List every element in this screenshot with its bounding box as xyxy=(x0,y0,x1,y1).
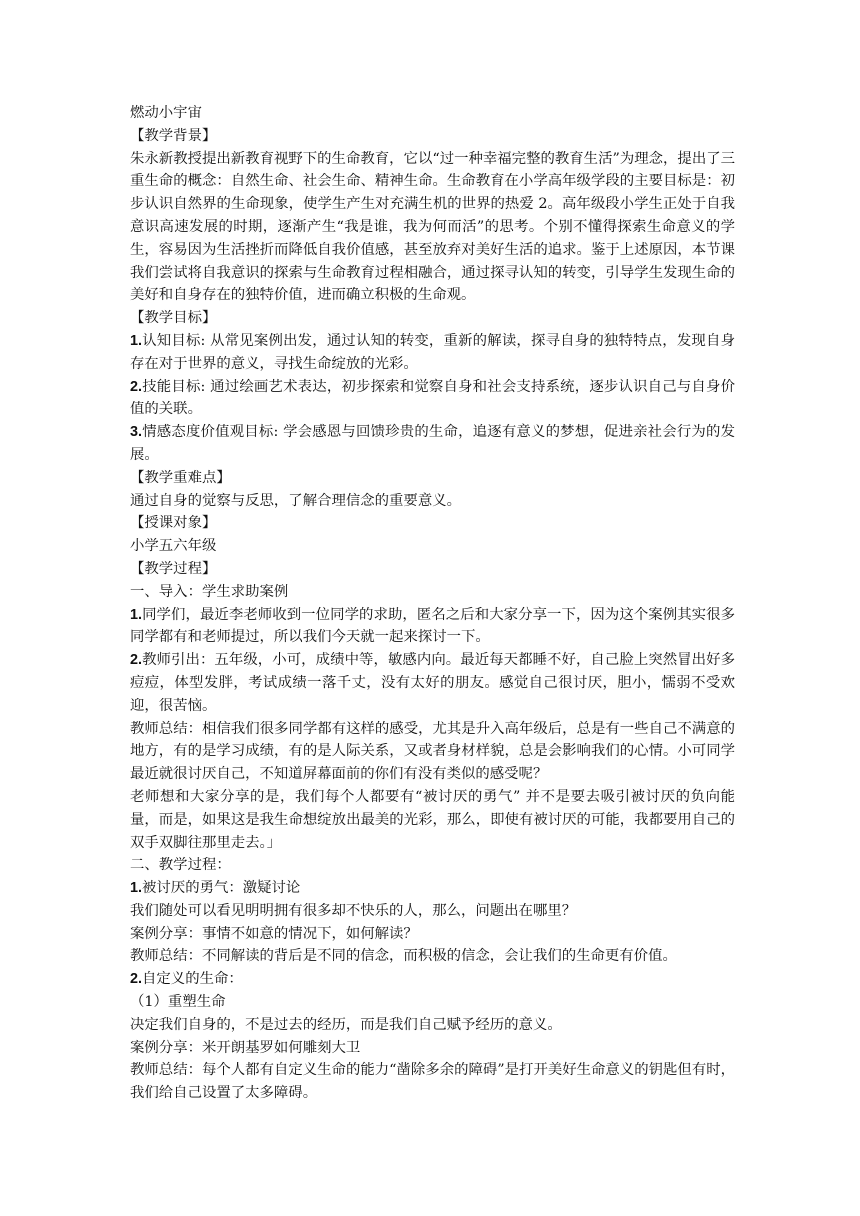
paragraph xyxy=(130,604,735,650)
paragraph-text: 教师总结：不同解读的背后是不同的信念，而积极的信念，会让我们的生命更有价值。 xyxy=(130,948,677,965)
paragraph xyxy=(130,490,735,513)
paragraph-text: 案例分享：事情不如意的情况下，如何解读？ xyxy=(130,925,418,942)
paragraph xyxy=(130,581,735,604)
paragraph-text: 二、教学过程： xyxy=(130,857,231,874)
paragraph xyxy=(130,854,735,877)
paragraph xyxy=(130,786,735,854)
paragraph xyxy=(130,991,735,1014)
paragraph-text: 一、导入：学生求助案例 xyxy=(130,583,289,600)
paragraph xyxy=(130,421,735,467)
paragraph xyxy=(130,968,735,991)
paragraph-text: 同学们，最近李老师收到一位同学的求助，匿名之后和大家分享一下，因为这个案例其实很多同学都有和老师提过，所以我们今天就一起来探讨一下。 xyxy=(130,606,735,646)
paragraph-text: 老师想和大家分享的是，我们每个人都要有“被讨厌的勇气” 并不是要去吸引被讨厌的负向能量，而是，如果这是我生命想绽放出最美的光彩，那么，即使有被讨厌的可能，我都要用自己的双手双脚往那里走去。」 xyxy=(130,788,735,851)
paragraph xyxy=(130,307,735,330)
paragraph xyxy=(130,535,735,558)
paragraph xyxy=(130,923,735,946)
paragraph xyxy=(130,467,735,490)
paragraph xyxy=(130,1014,735,1037)
paragraph-text: 【授课对象】 xyxy=(130,515,217,532)
paragraph-text: 【教学背景】 xyxy=(130,127,217,144)
paragraph-text: 教师引出：五年级，小可，成绩中等，敏感内向。最近每天都睡不好，自己脸上突然冒出好多痘痘，体型发胖，考试成绩一落千丈，没有太好的朋友。感觉自己很讨厌，胆小，懦弱不受欢迎，很苦恼。 xyxy=(130,652,735,714)
paragraph xyxy=(130,900,735,923)
document-body xyxy=(130,125,735,1105)
paragraph-text: 【教学过程】 xyxy=(130,560,217,577)
paragraph-text: 案例分享：米开朗基罗如何雕刻大卫 xyxy=(130,1039,361,1056)
paragraph-text: 自定义的生命： xyxy=(142,971,243,988)
paragraph-text: 情感态度价值观目标: 学会感恩与回馈珍贵的生命，追逐有意义的梦想，促进亲社会行为的发展。 xyxy=(130,424,735,463)
paragraph-text: 教师总结：相信我们很多同学都有这样的感受，尤其是升入高年级后，总是有一些自己不满意的地方，有的是学习成绩，有的是人际关系，又或者身材样貌，总是会影响我们的心情。小可同学最近就很讨厌自己，不知道屏幕面前的你们有没有类似的感受呢？ xyxy=(130,720,735,783)
paragraph xyxy=(130,718,735,786)
paragraph-text: 我们随处可以看见明明拥有很多却不快乐的人，那么，问题出在哪里？ xyxy=(130,902,577,919)
paragraph-text: 认知目标: 从常见案例出发，通过认知的转变，重新的解读，探寻自身的独特特点，发现自身存在对于世界的意义，寻找生命绽放的光彩。 xyxy=(130,332,735,372)
paragraph xyxy=(130,330,735,376)
list-number: 1. xyxy=(130,332,143,349)
paragraph xyxy=(130,877,735,900)
paragraph xyxy=(130,376,735,422)
list-number: 2. xyxy=(130,378,143,395)
paragraph xyxy=(130,558,735,581)
paragraph-text: 朱永新教授提出新教育视野下的生命教育，它以“过一种幸福完整的教育生活”为理念，提出了三重生命的概念：自然生命、社会生命、精神生命。生命教育在小学高年级学段的主要目标是：初步认识自然界的生命现象，使学生产生对充满生机的世界的热爱 2。高年级段小学生正处于自我意识高速发展的时期，逐渐产生“我是谁，我为何而活”的思考。个别不懂得探索生命意义的学生，容易因为生活挫折而降低自我价值感，甚至放弃对美好生活的追求。鉴于上述原因，本节课我们尝试将自我意识的探索与生命教育过程相融合，通过探寻认知的转变，引导学生发现生命的美好和自身存在的独特价值，进而确立积极的生命观。 xyxy=(130,150,735,304)
document-title: 燃动小宇宙 xyxy=(130,105,202,121)
paragraph-text: 小学五六年级 xyxy=(130,538,217,555)
list-number: 2. xyxy=(130,652,143,669)
document-page xyxy=(130,102,735,1105)
list-number: 3. xyxy=(130,424,143,441)
list-number: 1. xyxy=(130,880,143,897)
paragraph xyxy=(130,1059,735,1105)
paragraph-text: 【教学目标】 xyxy=(130,310,217,327)
paragraph xyxy=(130,512,735,535)
list-number: 2. xyxy=(130,971,143,988)
paragraph-text: 技能目标: 通过绘画艺术表达，初步探索和觉察自身和社会支持系统，逐步认识自己与自身价值的关联。 xyxy=(130,378,735,418)
paragraph xyxy=(130,148,735,308)
paragraph xyxy=(130,649,735,717)
paragraph xyxy=(130,1037,735,1060)
paragraph-text: 被讨厌的勇气：激疑讨论 xyxy=(142,880,301,897)
list-number: 1. xyxy=(130,606,143,623)
paragraph-text: 决定我们自身的，不是过去的经历，而是我们自己赋予经历的意义。 xyxy=(130,1016,562,1033)
paragraph xyxy=(130,945,735,968)
paragraph xyxy=(130,125,735,148)
paragraph-text: 通过自身的觉察与反思，了解合理信念的重要意义。 xyxy=(130,492,461,509)
paragraph-text: （1）重塑生命 xyxy=(130,994,226,1011)
paragraph-text: 教师总结：每个人都有自定义生命的能力“凿除多余的障碍”是打开美好生命意义的钥匙但有时，我们给自己设置了太多障碍。 xyxy=(130,1062,735,1102)
paragraph-text: 【教学重难点】 xyxy=(130,469,231,486)
